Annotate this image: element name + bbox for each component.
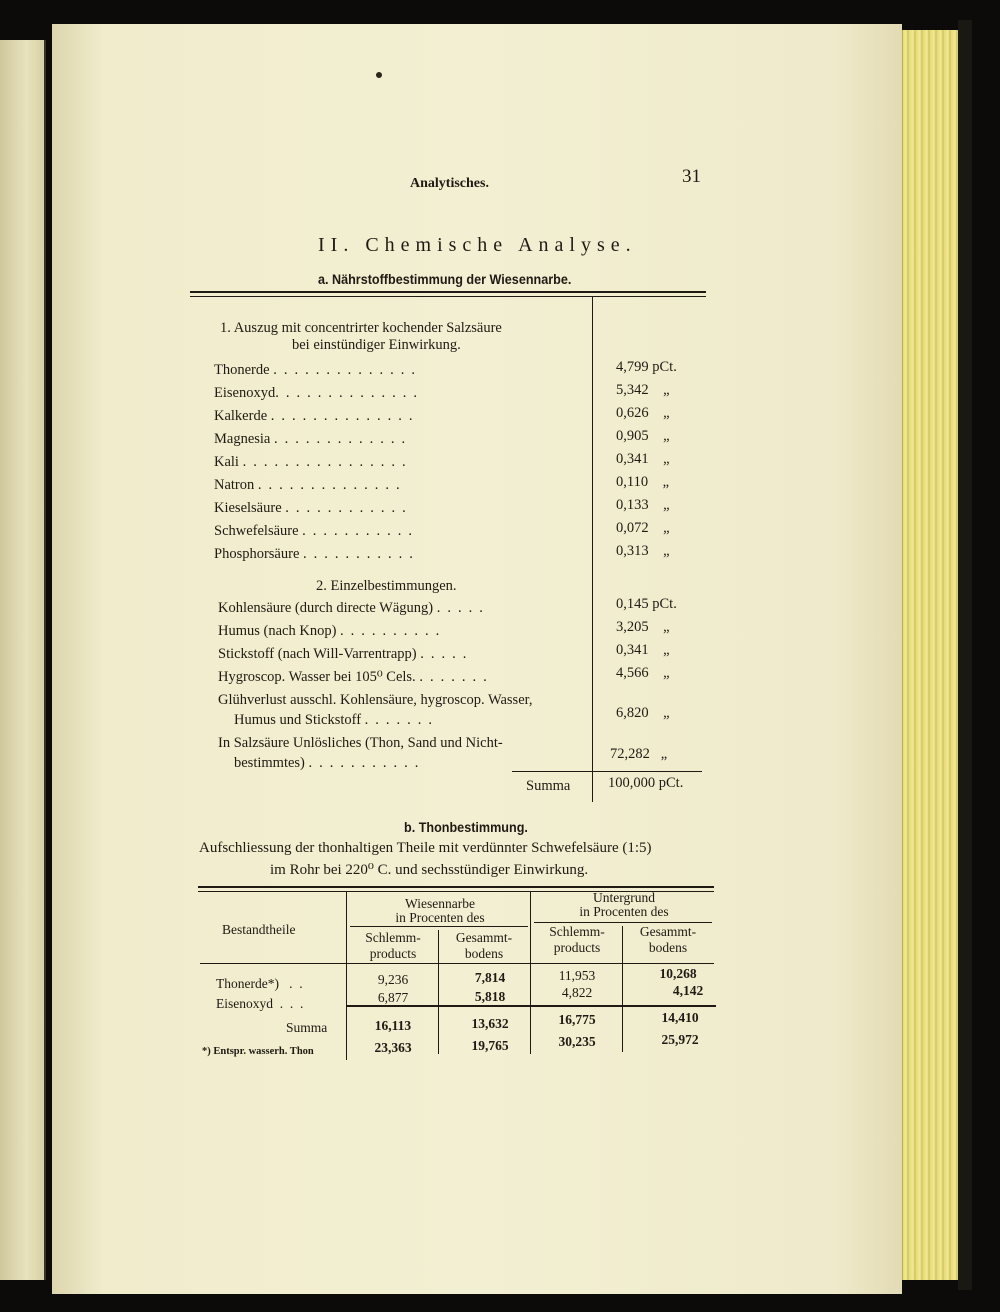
list-item: In Salzsäure Unlösliches (Thon, Sand und Nicht-: [218, 735, 503, 751]
value-cell: 3,205 „: [616, 619, 670, 635]
value-cell: 0,110 „: [616, 474, 670, 490]
part1-heading-line1: 1. Auszug mit concentrirter kochender Salzsäure: [220, 320, 502, 336]
table-top-rule: [190, 291, 706, 293]
col-header-bestandtheile: Bestandtheile: [222, 922, 296, 937]
table-cell: 16,775: [558, 1012, 596, 1027]
list-item: Kieselsäure ............: [214, 500, 413, 516]
list-item: Natron ..............: [214, 477, 407, 493]
value-cell: 0,341 „: [616, 451, 670, 467]
table-cell: 19,765: [471, 1038, 509, 1053]
sub-header: Schlemm- products: [365, 930, 421, 961]
table-cell: 30,235: [558, 1034, 596, 1049]
list-item: Stickstoff (nach Will-Varrentrapp) .....: [218, 646, 474, 662]
section-title: II. Chemische Analyse.: [318, 234, 637, 256]
tbl-subcol-divider: [438, 930, 439, 1054]
list-item: Humus (nach Knop) ..........: [218, 623, 447, 639]
part2-rows: [218, 600, 588, 780]
running-head: Analytisches.: [410, 176, 489, 191]
tbl-top-rule: [198, 886, 714, 888]
table-top-rule-thin: [190, 296, 706, 297]
value-cell: 4,799 pCt.: [616, 359, 677, 375]
tbl-header-rule: [200, 963, 714, 964]
subsection-a-title: a. Nährstoffbestimmung der Wiesennarbe.: [318, 271, 572, 287]
sub-header: Gesammt- bodens: [455, 930, 513, 961]
facing-page-edge: [0, 40, 46, 1280]
footnote-label: *) Entspr. wasserh. Thon: [202, 1046, 314, 1057]
table-row-label: Eisenoxyd . . .: [216, 996, 304, 1011]
value-cell: 6,820 „: [616, 705, 670, 721]
total-value: 100,000 pCt.: [608, 775, 684, 791]
value-cell: 5,342 „: [616, 382, 670, 398]
table-cell: 16,113: [374, 1018, 412, 1033]
ink-speck: [376, 72, 382, 78]
sub-header: Schlemm- products: [549, 924, 605, 955]
table-cell: 4,822: [561, 985, 593, 1000]
value-column-divider: [592, 297, 593, 802]
book-cover-edge: [958, 20, 972, 1290]
list-item: Schwefelsäure ...........: [214, 523, 420, 539]
list-item: Thonerde ..............: [214, 362, 422, 378]
value-cell: 4,566 „: [616, 665, 670, 681]
sum-rule: [512, 771, 702, 772]
table-row-label: Thonerde*) . .: [216, 976, 303, 991]
value-cell: 0,626 „: [616, 405, 670, 421]
list-item: Phosphorsäure ...........: [214, 546, 420, 562]
list-item: Kohlensäure (durch directe Wägung) .....: [218, 600, 490, 616]
list-item: Magnesia .............: [214, 431, 413, 447]
group-header-wiesennarbe: Wiesennarbe in Procenten des: [395, 896, 485, 925]
part1-heading-line2: bei einstündiger Einwirkung.: [292, 337, 461, 353]
value-cell: 0,905 „: [616, 428, 670, 444]
list-item: Kali ................: [214, 454, 413, 470]
table-cell: 5,818: [474, 989, 506, 1004]
tbl-group-rule: [534, 922, 712, 923]
table-cell: 11,953: [558, 968, 596, 983]
list-item: Hygroscop. Wasser bei 105⁰ Cels. .......: [218, 669, 494, 685]
list-item-cont: Humus und Stickstoff .......: [234, 712, 440, 728]
tbl-subcol-divider: [622, 926, 623, 1052]
part1-rows: [214, 362, 584, 562]
table-cell: 10,268: [659, 966, 697, 981]
value-cell: 0,313 „: [616, 543, 670, 559]
group-header-untergrund: Untergrund in Procenten des: [579, 890, 669, 919]
value-cell: 0,072 „: [616, 520, 670, 536]
subsection-b-desc-line2: im Rohr bei 220⁰ C. und sechsstündiger Einwirkung.: [270, 862, 589, 878]
list-item: Kalkerde ..............: [214, 408, 420, 424]
value-cell: 0,133 „: [616, 497, 670, 513]
total-label: Summa: [526, 778, 571, 794]
subsection-b-desc-line1: Aufschliessung der thonhaltigen Theile mit verdünnter Schwefelsäure (1:5): [199, 840, 652, 856]
value-cell: 0,145 pCt.: [616, 596, 677, 612]
list-item: Eisenoxyd..............: [214, 385, 424, 401]
table-cell: 4,142: [672, 983, 704, 998]
sub-header: Gesammt- bodens: [639, 924, 697, 955]
list-item-cont: bestimmtes) ...........: [234, 755, 426, 771]
list-item: Glühverlust ausschl. Kohlensäure, hygroscop. Wasser,: [218, 692, 533, 708]
table-cell: 25,972: [661, 1032, 699, 1047]
tbl-group-rule: [350, 926, 528, 927]
part2-heading: 2. Einzelbestimmungen.: [316, 578, 457, 594]
summa-label: Summa: [286, 1020, 328, 1035]
table-cell: 7,814: [474, 970, 506, 985]
tbl-col-divider: [346, 892, 347, 1060]
page-block-edges: [902, 30, 959, 1280]
table-cell: 6,877: [377, 990, 409, 1005]
table-cell: 23,363: [374, 1040, 412, 1055]
page-number: 31: [682, 166, 701, 187]
table-cell: 9,236: [377, 972, 409, 987]
value-cell: 72,282 „: [610, 746, 668, 762]
subsection-b-title: b. Thonbestimmung.: [404, 819, 528, 835]
table-cell: 13,632: [471, 1016, 509, 1031]
table-cell: 14,410: [661, 1010, 699, 1025]
value-cell: 0,341 „: [616, 642, 670, 658]
